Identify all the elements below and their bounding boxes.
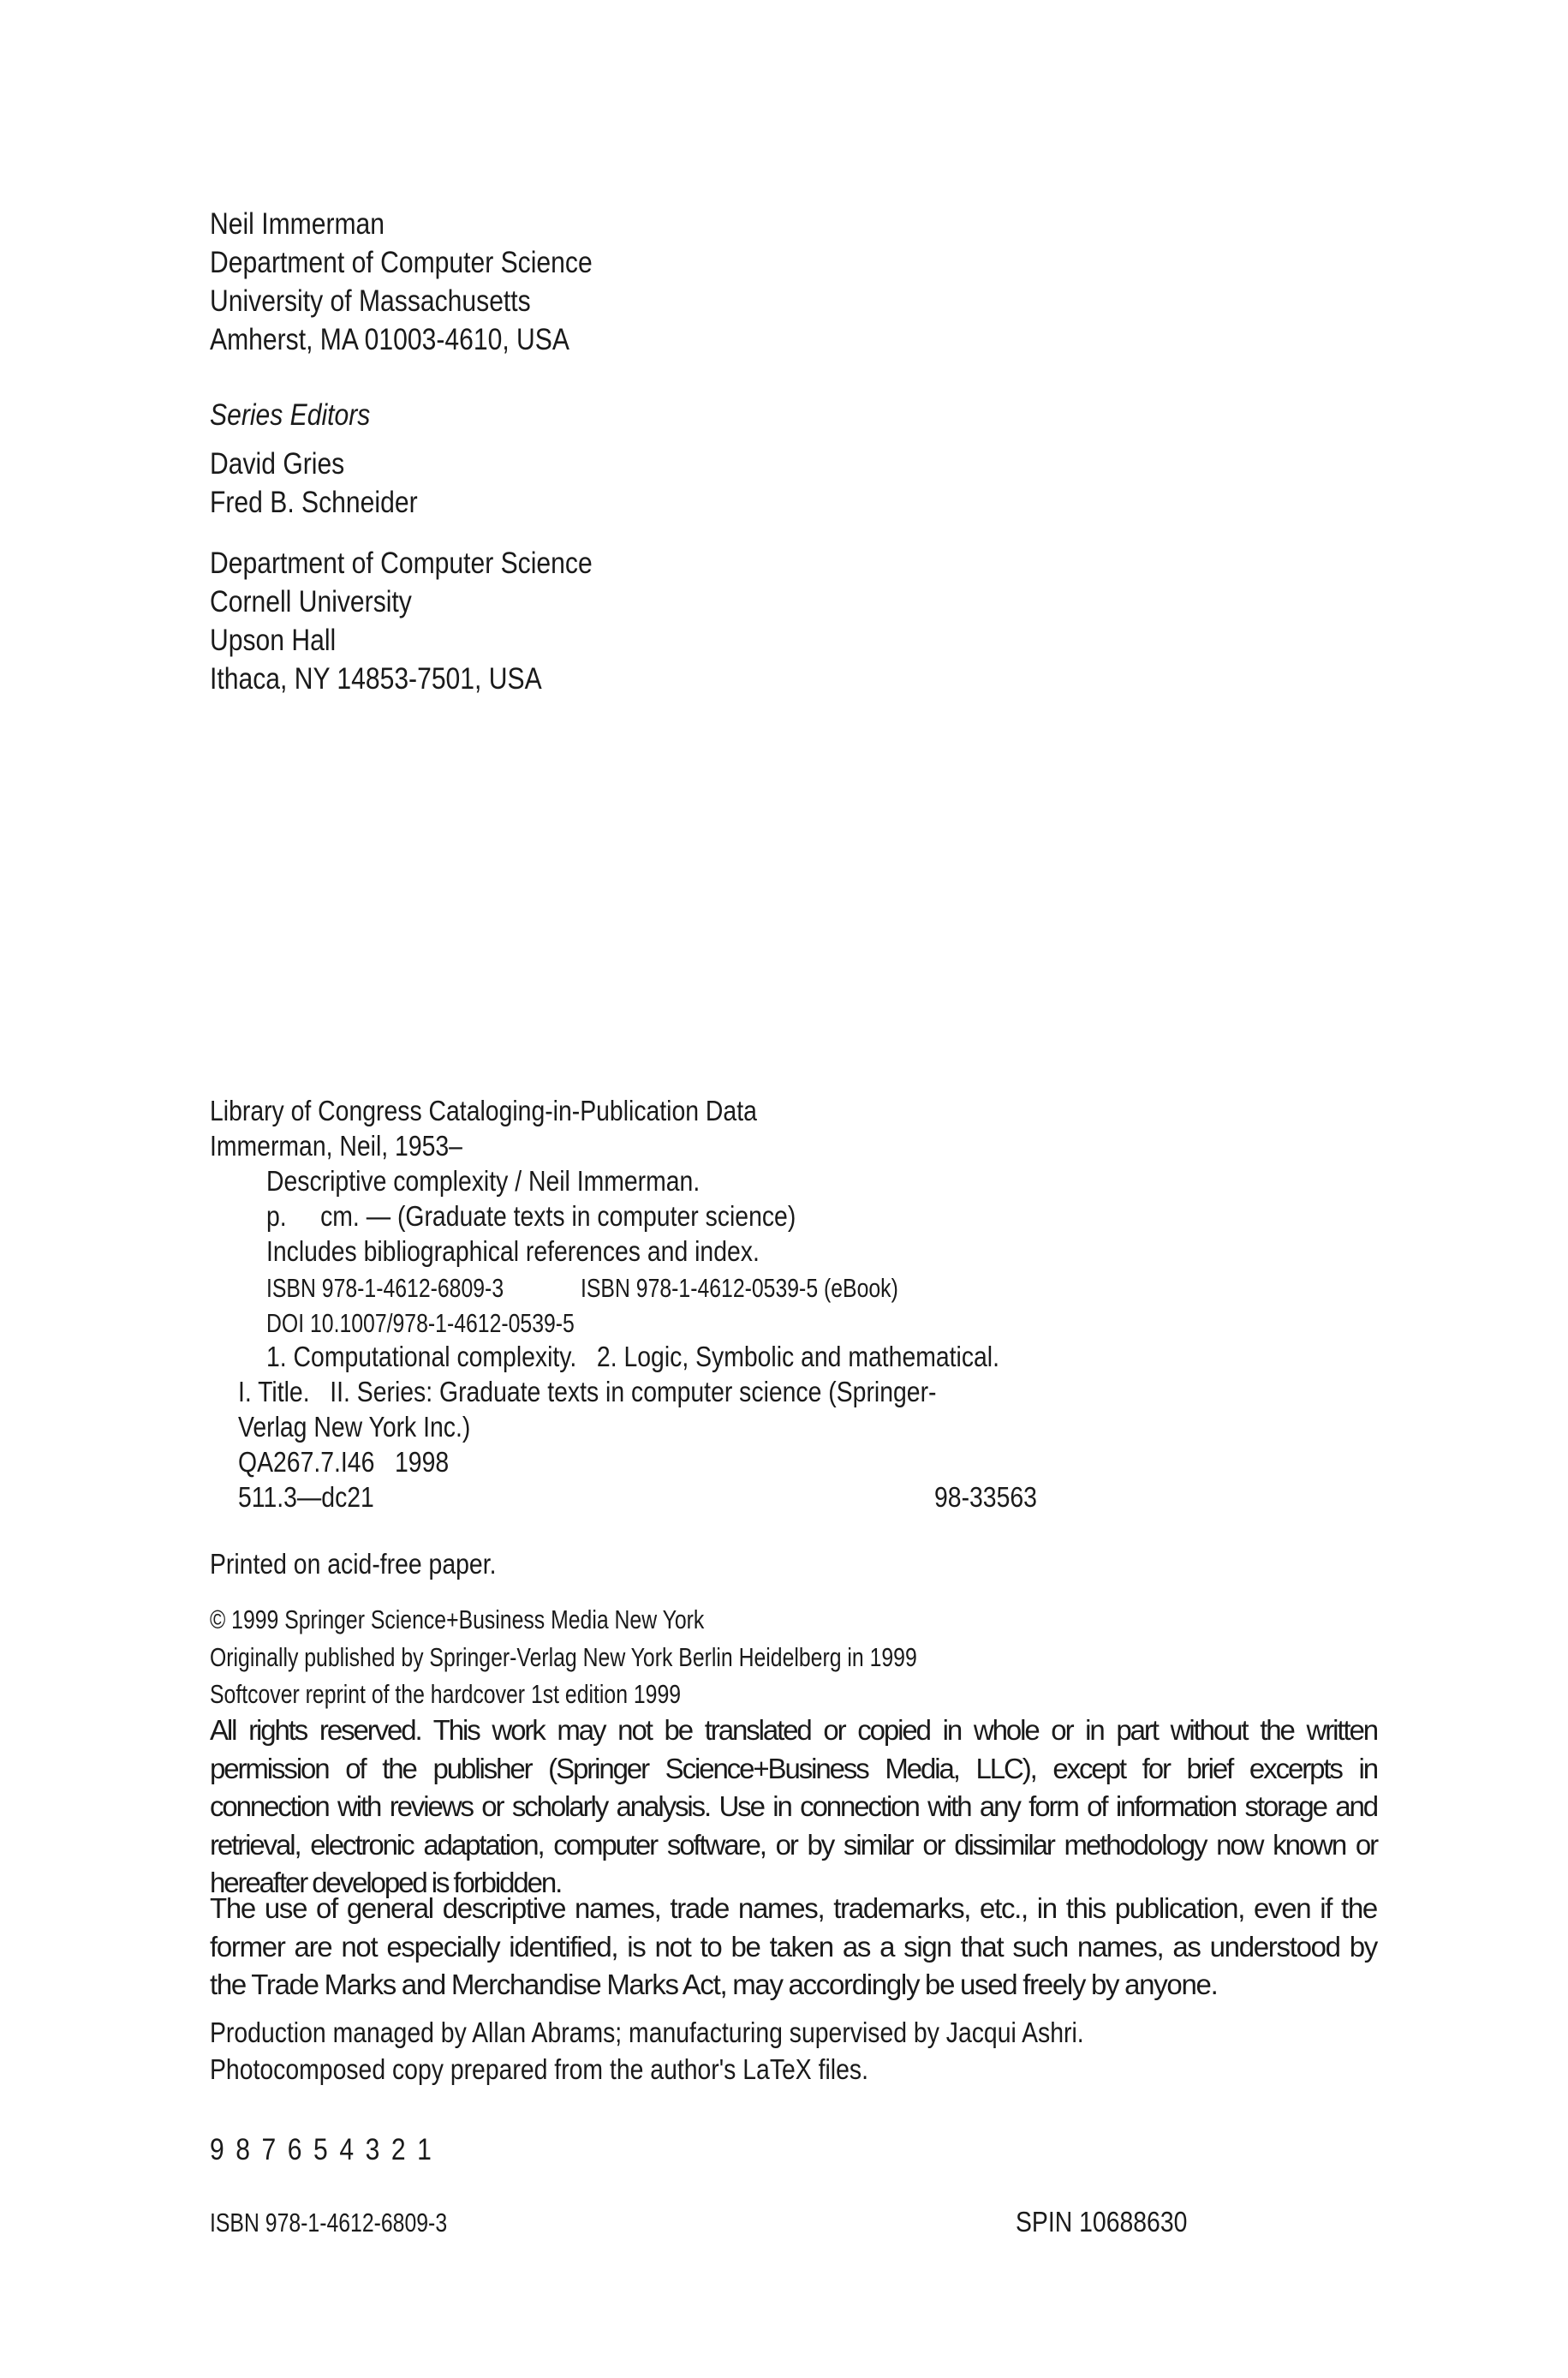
footer-isbn: ISBN 978-1-4612-6809-3 [210, 2208, 448, 2238]
author-name: Neil Immerman [210, 207, 385, 241]
cip-series-entry: p. cm. — (Graduate texts in computer science) [266, 1200, 796, 1232]
cip-lc-class: QA267.7.I46 1998 [238, 1446, 450, 1478]
cip-isbn-print: ISBN 978-1-4612-6809-3 [266, 1273, 504, 1303]
trademark-line: the Trade Marks and Merchandise Marks Act, may accordingly be used freely by anyone. [210, 1969, 1218, 2000]
cip-isbn-ebook: ISBN 978-1-4612-0539-5 (eBook) [581, 1273, 898, 1303]
cip-doi: DOI 10.1007/978-1-4612-0539-5 [266, 1308, 575, 1338]
cip-notes: Includes bibliographical references and index. [266, 1235, 760, 1267]
editor-name: David Gries [210, 447, 345, 481]
cip-author-entry: Immerman, Neil, 1953– [210, 1130, 462, 1162]
cip-added-entries: I. Title. II. Series: Graduate texts in computer science (Springer- [238, 1376, 937, 1407]
acid-free-note: Printed on acid-free paper. [210, 1548, 497, 1580]
series-editors-heading: Series Editors [210, 398, 371, 432]
cip-subjects: 1. Computational complexity. 2. Logic, Symbolic and mathematical. [266, 1341, 1000, 1372]
trademark-paragraph [210, 1890, 1377, 2005]
rights-line: connection with reviews or scholarly analysis. Use in connection with any form of information storage and [210, 1790, 1377, 1822]
cip-heading: Library of Congress Cataloging-in-Publication Data [210, 1095, 757, 1126]
editor-name: Fred B. Schneider [210, 486, 418, 519]
reprint-note: Softcover reprint of the hardcover 1st edition 1999 [210, 1679, 682, 1709]
cip-dewey: 511.3—dc21 [238, 1481, 374, 1513]
production-credit: Production managed by Allan Abrams; manufacturing supervised by Jacqui Ashri. [210, 2017, 1084, 2048]
copyright-line: © 1999 Springer Science+Business Media New York [210, 1604, 705, 1634]
author-department: Department of Computer Science [210, 246, 593, 279]
rights-line: All rights reserved. This work may not be translated or copied in whole or in part without the written [210, 1714, 1377, 1746]
rights-line: retrieval, electronic adaptation, computer software, or by similar or dissimilar methodology now known or [210, 1828, 1377, 1861]
editors-building: Upson Hall [210, 624, 337, 657]
trademark-line: former are not especially identified, is not to be taken as a sign that such names, as understood by [210, 1930, 1377, 1963]
printing-line: 9 8 7 6 5 4 3 2 1 [210, 2133, 432, 2166]
editors-university: Cornell University [210, 585, 412, 618]
rights-line: hereafter developed is forbidden. [210, 1867, 562, 1898]
author-address: Amherst, MA 01003-4610, USA [210, 323, 569, 356]
cip-added-entries-cont: Verlag New York Inc.) [238, 1411, 471, 1443]
editors-address: Ithaca, NY 14853-7501, USA [210, 662, 542, 696]
trademark-line: The use of general descriptive names, trade names, trademarks, etc., in this publication, even if the [210, 1892, 1377, 1924]
cip-lccn: 98-33563 [934, 1481, 1037, 1513]
author-university: University of Massachusetts [210, 284, 531, 318]
editors-department: Department of Computer Science [210, 547, 593, 580]
footer-spin: SPIN 10688630 [1016, 2206, 1188, 2238]
rights-line: permission of the publisher (Springer Science+Business Media, LLC), except for brief excerpts in [210, 1752, 1377, 1784]
photocomposition-note: Photocomposed copy prepared from the author's LaTeX files. [210, 2053, 868, 2085]
cip-title-entry: Descriptive complexity / Neil Immerman. [266, 1165, 701, 1197]
original-publication: Originally published by Springer-Verlag New York Berlin Heidelberg in 1999 [210, 1642, 917, 1672]
rights-paragraph [210, 1712, 1377, 1903]
